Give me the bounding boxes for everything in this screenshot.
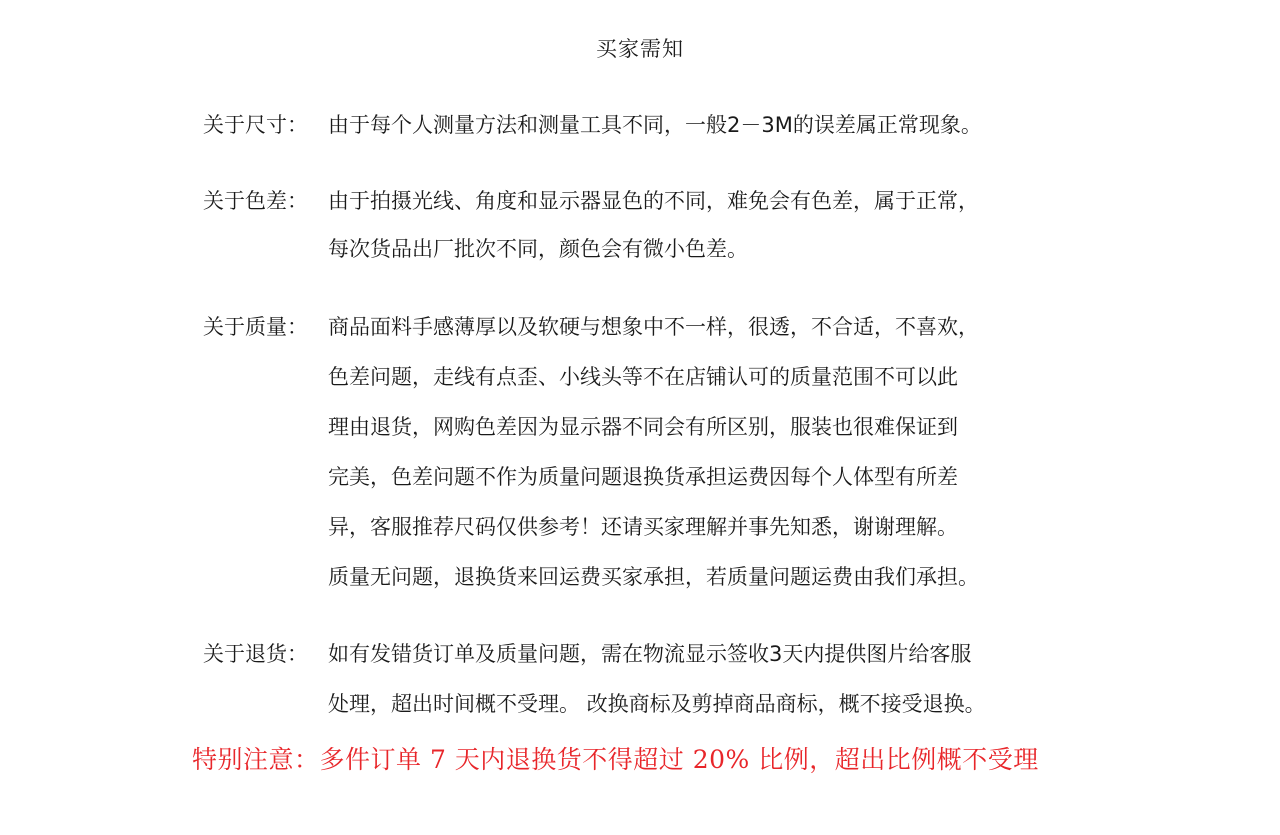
special-notice: 特别注意：多件订单 7 天内退换货不得超过 20% 比例，超出比例概不受理 — [192, 745, 1039, 774]
section-text-line: 完美，色差问题不作为质量问题退换货承担运费因每个人体型有所差 — [328, 465, 958, 489]
section-text-line: 色差问题，走线有点歪、小线头等不在店铺认可的质量范围不可以此 — [328, 365, 958, 389]
section-label: 关于退货： — [203, 642, 308, 666]
section-text-line: 异，客服推荐尺码仅供参考！还请买家理解并事先知悉，谢谢理解。 — [328, 515, 958, 539]
section-label: 关于质量： — [203, 315, 308, 339]
section-label: 关于色差： — [203, 189, 308, 213]
section-text-line: 商品面料手感薄厚以及软硬与想象中不一样，很透，不合适，不喜欢， — [328, 315, 979, 339]
section-text-line: 由于拍摄光线、角度和显示器显色的不同，难免会有色差，属于正常， — [328, 189, 979, 213]
page-title: 买家需知 — [596, 37, 684, 61]
section-text-line: 如有发错货订单及质量问题，需在物流显示签收3天内提供图片给客服 — [328, 642, 972, 666]
section-text-line: 处理，超出时间概不受理。 改换商标及剪掉商品商标，概不接受退换。 — [328, 692, 986, 716]
section-label: 关于尺寸： — [203, 113, 308, 137]
section-text-line: 质量无问题，退换货来回运费买家承担，若质量问题运费由我们承担。 — [328, 565, 979, 589]
section-text-line: 每次货品出厂批次不同，颜色会有微小色差。 — [328, 237, 748, 261]
section-text-line: 理由退货，网购色差因为显示器不同会有所区别，服装也很难保证到 — [328, 415, 958, 439]
section-text-line: 由于每个人测量方法和测量工具不同，一般2－3M的误差属正常现象。 — [328, 113, 982, 137]
